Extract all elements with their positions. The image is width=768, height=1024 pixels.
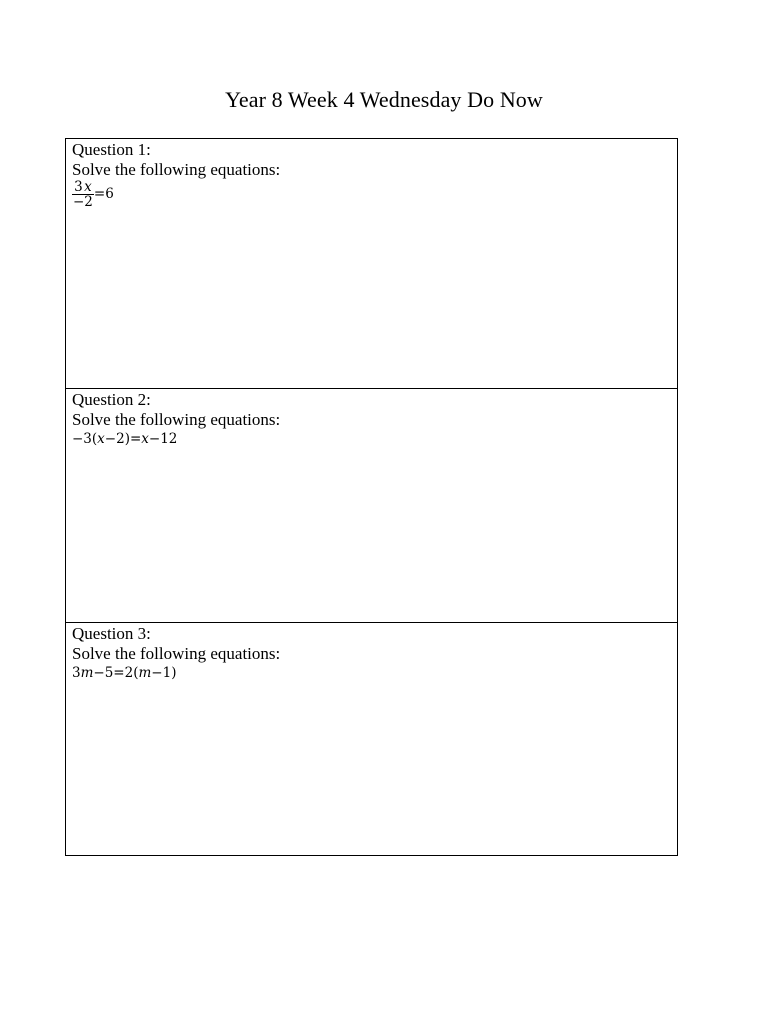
numerator-variable: x	[84, 179, 92, 195]
question-2-instruction: Solve the following equations:	[72, 409, 281, 429]
question-1-equation	[72, 180, 671, 209]
fraction	[72, 180, 94, 209]
question-cell-3	[66, 623, 678, 856]
question-row-2	[66, 389, 678, 623]
fraction-denominator: −2	[73, 194, 93, 210]
equation-part: −3(	[72, 431, 98, 447]
page-title: Year 8 Week 4 Wednesday Do Now	[225, 87, 543, 112]
question-cell-2	[66, 389, 678, 623]
question-row-1	[66, 139, 678, 389]
question-row-3	[66, 623, 678, 856]
equation-variable: x	[97, 431, 105, 447]
question-1-heading: Question 1:	[72, 140, 151, 159]
equation-variable: x	[141, 431, 149, 447]
equation-variable: m	[138, 665, 152, 681]
equation-part: 3	[72, 665, 81, 681]
question-2-equation	[72, 430, 671, 448]
question-2-heading: Question 2:	[72, 390, 151, 409]
questions-table	[65, 138, 678, 856]
question-1-instruction: Solve the following equations:	[72, 159, 281, 179]
question-3-heading: Question 3:	[72, 624, 151, 643]
question-cell-1	[66, 139, 678, 389]
equation-variable: m	[80, 665, 94, 681]
equation-part: −2)=	[104, 431, 142, 447]
question-3-instruction: Solve the following equations:	[72, 643, 281, 663]
equation-part: −5=2(	[93, 665, 139, 681]
equation-part: −12	[148, 431, 178, 447]
numerator-coefficient: 3	[74, 179, 83, 195]
fraction-numerator	[72, 180, 94, 195]
question-3-equation	[72, 664, 671, 682]
equation-part: −1)	[151, 665, 177, 681]
equation-rhs: =6	[93, 186, 114, 202]
